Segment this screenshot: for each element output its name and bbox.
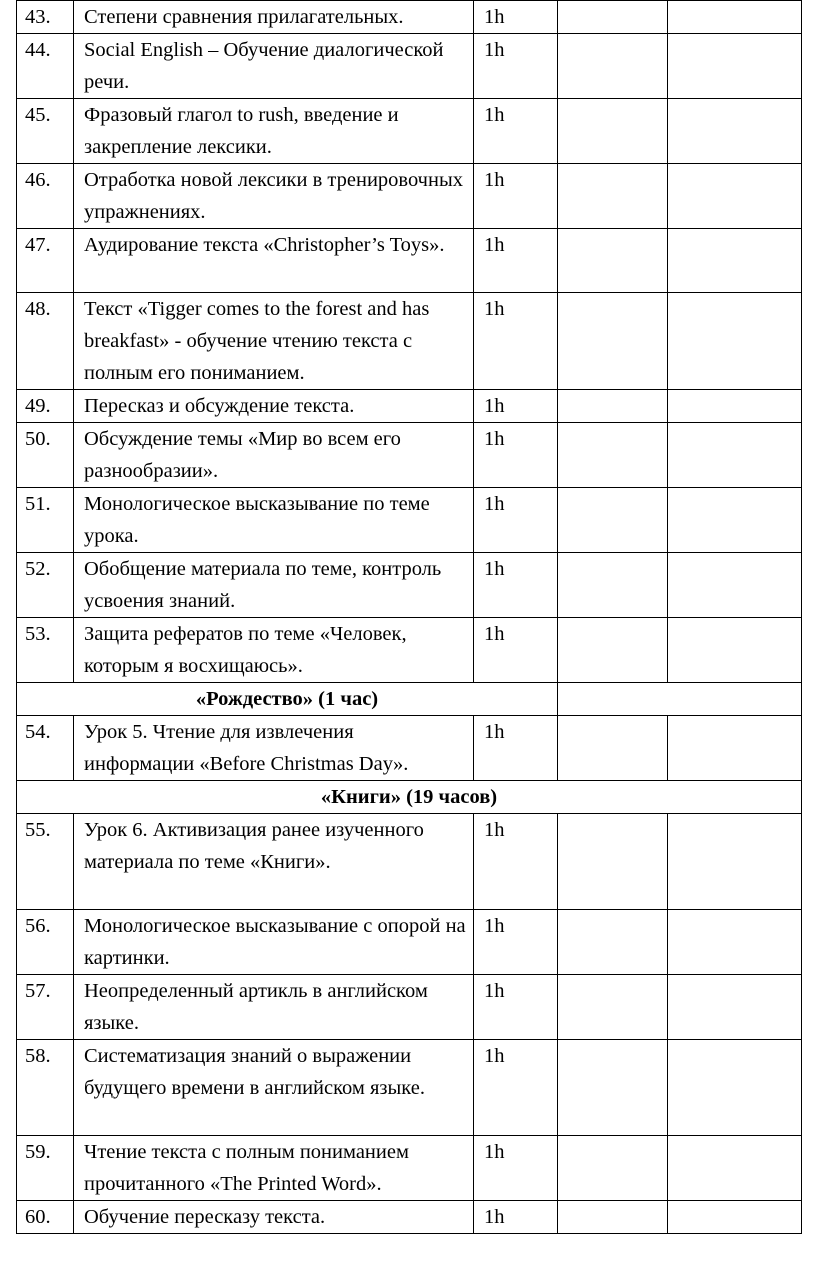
planned-date-cell xyxy=(558,618,668,683)
lesson-number: 45. xyxy=(17,99,74,164)
planned-date-cell xyxy=(558,164,668,229)
planned-date-cell xyxy=(558,293,668,390)
lesson-row xyxy=(17,716,802,781)
lesson-topic: Social English – Обучение диалогической речи. xyxy=(74,34,474,99)
planned-date-cell xyxy=(558,99,668,164)
planned-date-cell xyxy=(558,975,668,1040)
lesson-row xyxy=(17,229,802,293)
planned-date-cell xyxy=(558,910,668,975)
actual-date-cell xyxy=(668,488,802,553)
lesson-number: 56. xyxy=(17,910,74,975)
lesson-topic: Урок 5. Чтение для извлечения информации «Before Christmas Day». xyxy=(74,716,474,781)
lesson-topic: Обучение пересказу текста. xyxy=(74,1201,474,1234)
lesson-row xyxy=(17,390,802,423)
lesson-number: 43. xyxy=(17,1,74,34)
lesson-topic: Обобщение материала по теме, контроль усвоения знаний. xyxy=(74,553,474,618)
lesson-row xyxy=(17,423,802,488)
lesson-row xyxy=(17,34,802,99)
lesson-hours: 1h xyxy=(474,910,558,975)
planned-date-cell xyxy=(558,716,668,781)
section-header-row xyxy=(17,781,802,814)
actual-date-cell xyxy=(668,618,802,683)
lesson-row xyxy=(17,1201,802,1234)
lesson-topic: Систематизация знаний о выражении будущего времени в английском языке. xyxy=(74,1040,474,1136)
lesson-hours: 1h xyxy=(474,390,558,423)
lesson-plan-body xyxy=(17,1,802,1234)
actual-date-cell xyxy=(668,1201,802,1234)
lesson-number: 55. xyxy=(17,814,74,910)
actual-date-cell xyxy=(668,1136,802,1201)
lesson-topic: Урок 6. Активизация ранее изученного материала по теме «Книги». xyxy=(74,814,474,910)
lesson-hours: 1h xyxy=(474,99,558,164)
lesson-hours: 1h xyxy=(474,293,558,390)
actual-date-cell xyxy=(668,814,802,910)
lesson-topic: Монологическое высказывание с опорой на картинки. xyxy=(74,910,474,975)
lesson-hours: 1h xyxy=(474,716,558,781)
lesson-number: 60. xyxy=(17,1201,74,1234)
lesson-hours: 1h xyxy=(474,975,558,1040)
lesson-number: 51. xyxy=(17,488,74,553)
lesson-number: 50. xyxy=(17,423,74,488)
lesson-hours: 1h xyxy=(474,1040,558,1136)
planned-date-cell xyxy=(558,1136,668,1201)
lesson-row xyxy=(17,1040,802,1136)
lesson-topic: Фразовый глагол to rush, введение и закрепление лексики. xyxy=(74,99,474,164)
planned-date-cell xyxy=(558,1040,668,1136)
lesson-row xyxy=(17,488,802,553)
empty-cell xyxy=(558,683,802,716)
planned-date-cell xyxy=(558,423,668,488)
lesson-hours: 1h xyxy=(474,618,558,683)
lesson-number: 53. xyxy=(17,618,74,683)
lesson-hours: 1h xyxy=(474,423,558,488)
lesson-row xyxy=(17,553,802,618)
lesson-topic: Монологическое высказывание по теме урока. xyxy=(74,488,474,553)
section-title: «Рождество» (1 час) xyxy=(17,683,558,716)
lesson-hours: 1h xyxy=(474,553,558,618)
lesson-hours: 1h xyxy=(474,229,558,293)
lesson-hours: 1h xyxy=(474,1136,558,1201)
lesson-topic: Текст «Tigger comes to the forest and has breakfast» - обучение чтению текста с полным его пониманием. xyxy=(74,293,474,390)
lesson-row xyxy=(17,293,802,390)
planned-date-cell xyxy=(558,229,668,293)
lesson-row xyxy=(17,618,802,683)
lesson-hours: 1h xyxy=(474,814,558,910)
lesson-number: 48. xyxy=(17,293,74,390)
lesson-row xyxy=(17,164,802,229)
lesson-hours: 1h xyxy=(474,1,558,34)
lesson-number: 59. xyxy=(17,1136,74,1201)
planned-date-cell xyxy=(558,1201,668,1234)
lesson-number: 58. xyxy=(17,1040,74,1136)
lesson-topic: Чтение текста с полным пониманием прочитанного «The Printed Word». xyxy=(74,1136,474,1201)
lesson-row xyxy=(17,1136,802,1201)
actual-date-cell xyxy=(668,34,802,99)
planned-date-cell xyxy=(558,34,668,99)
lesson-number: 47. xyxy=(17,229,74,293)
lesson-hours: 1h xyxy=(474,488,558,553)
lesson-topic: Обсуждение темы «Мир во всем его разнообразии». xyxy=(74,423,474,488)
actual-date-cell xyxy=(668,423,802,488)
planned-date-cell xyxy=(558,814,668,910)
actual-date-cell xyxy=(668,164,802,229)
lesson-row xyxy=(17,910,802,975)
lesson-plan-table xyxy=(16,0,802,1234)
section-header-row xyxy=(17,683,802,716)
lesson-row xyxy=(17,1,802,34)
planned-date-cell xyxy=(558,553,668,618)
actual-date-cell xyxy=(668,553,802,618)
actual-date-cell xyxy=(668,1040,802,1136)
planned-date-cell xyxy=(558,488,668,553)
lesson-row xyxy=(17,975,802,1040)
lesson-hours: 1h xyxy=(474,164,558,229)
lesson-number: 52. xyxy=(17,553,74,618)
actual-date-cell xyxy=(668,716,802,781)
actual-date-cell xyxy=(668,910,802,975)
lesson-number: 49. xyxy=(17,390,74,423)
section-title: «Книги» (19 часов) xyxy=(17,781,802,814)
actual-date-cell xyxy=(668,293,802,390)
lesson-number: 54. xyxy=(17,716,74,781)
lesson-topic: Защита рефератов по теме «Человек, которым я восхищаюсь». xyxy=(74,618,474,683)
lesson-number: 57. xyxy=(17,975,74,1040)
planned-date-cell xyxy=(558,390,668,423)
lesson-hours: 1h xyxy=(474,1201,558,1234)
lesson-topic: Отработка новой лексики в тренировочных упражнениях. xyxy=(74,164,474,229)
planned-date-cell xyxy=(558,1,668,34)
lesson-topic: Степени сравнения прилагательных. xyxy=(74,1,474,34)
lesson-topic: Пересказ и обсуждение текста. xyxy=(74,390,474,423)
actual-date-cell xyxy=(668,390,802,423)
actual-date-cell xyxy=(668,229,802,293)
lesson-topic: Неопределенный артикль в английском языке. xyxy=(74,975,474,1040)
lesson-number: 46. xyxy=(17,164,74,229)
lesson-topic: Аудирование текста «Christopher’s Toys». xyxy=(74,229,474,293)
actual-date-cell xyxy=(668,1,802,34)
actual-date-cell xyxy=(668,99,802,164)
lesson-row xyxy=(17,814,802,910)
lesson-row xyxy=(17,99,802,164)
lesson-hours: 1h xyxy=(474,34,558,99)
lesson-number: 44. xyxy=(17,34,74,99)
actual-date-cell xyxy=(668,975,802,1040)
